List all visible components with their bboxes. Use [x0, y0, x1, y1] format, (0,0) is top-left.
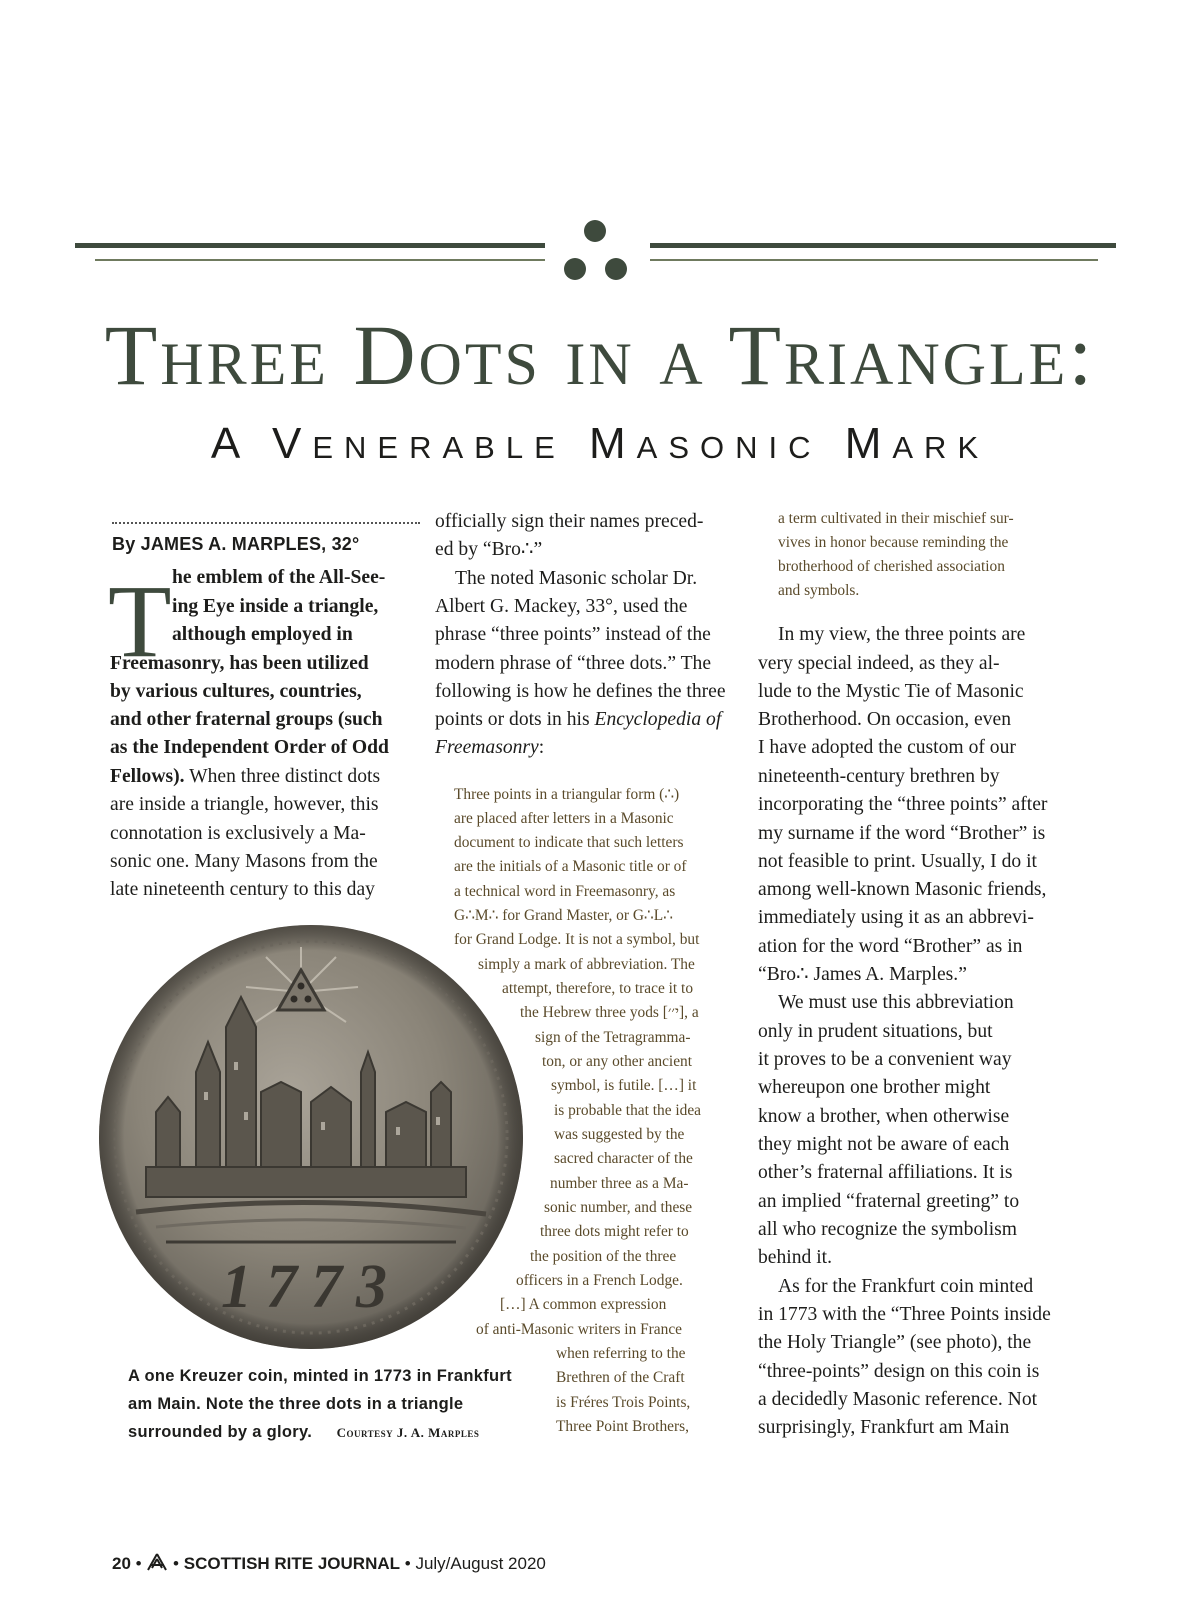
col2-line: officially sign their names preced-: [435, 511, 704, 532]
quote-line: […] A common expression: [500, 1296, 667, 1313]
quote-line: the position of the three: [530, 1248, 677, 1265]
quote-line: a technical word in Freemasonry, as: [454, 883, 676, 900]
photo-credit: Courtesy J. A. Marples: [336, 1425, 480, 1440]
col1-line: connotation is exclusively a Ma-: [110, 823, 366, 844]
col3-line: not feasible to print. Usually, I do it: [758, 851, 1037, 872]
col3-line: As for the Frankfurt coin minted: [778, 1276, 1034, 1297]
drop-cap: T: [108, 564, 172, 679]
col3-line: “Bro∴ James A. Marples.”: [758, 964, 967, 985]
col3-line: my surname if the word “Brother” is: [758, 823, 1046, 844]
col3-line: they might not be aware of each: [758, 1134, 1010, 1155]
quote-line: G∴M∴ for Grand Master, or G∴L∴: [454, 907, 673, 924]
col1-line: ing Eye inside a triangle,: [172, 596, 379, 617]
page-footer: 20 • • SCOTTISH RITE JOURNAL • July/August 2020: [112, 1554, 546, 1573]
caption-line: am Main. Note the three dots in a triangle: [128, 1395, 464, 1413]
issue-date: July/August 2020: [415, 1554, 546, 1573]
byline-divider: [112, 522, 420, 524]
col3-line: surprisingly, Frankfurt am Main: [758, 1417, 1010, 1438]
page-number: 20: [112, 1554, 131, 1573]
quote-line: vives in honor because reminding the: [778, 534, 1009, 551]
col3-line: Brotherhood. On occasion, even: [758, 709, 1012, 730]
quote-line: sacred character of the: [554, 1150, 693, 1167]
col3-line: only in prudent situations, but: [758, 1021, 993, 1042]
quote-line: ton, or any other ancient: [542, 1053, 693, 1070]
col1-line: he emblem of the All-See-: [172, 567, 386, 588]
col2-line: points or dots in his Encyclopedia of: [435, 709, 722, 730]
col1-line: by various cultures, countries,: [110, 681, 362, 702]
ornament-dot-right: [605, 258, 627, 280]
quote-line: and symbols.: [778, 582, 860, 599]
quote-line: brotherhood of cherished association: [778, 558, 1005, 575]
ornament-rule-right: [650, 243, 1116, 248]
col1-line: are inside a triangle, however, this: [110, 794, 379, 815]
quote-line: are the initials of a Masonic title or of: [454, 858, 687, 875]
col3-line: all who recognize the symbolism: [758, 1219, 1018, 1240]
col3-line: immediately using it as an abbrevi-: [758, 907, 1034, 928]
col3-line: among well-known Masonic friends,: [758, 879, 1047, 900]
ornament-rule-left-thin: [95, 259, 545, 261]
col2-line: modern phrase of “three dots.” The: [435, 653, 712, 674]
quote-line: officers in a French Lodge.: [516, 1272, 683, 1289]
caption-line: A one Kreuzer coin, minted in 1773 in Frankfurt: [128, 1367, 512, 1385]
col3-line: other’s fraternal affiliations. It is: [758, 1162, 1013, 1183]
col3-line: I have adopted the custom of our: [758, 737, 1016, 758]
article-subtitle: A Venerable Masonic Mark: [210, 419, 990, 468]
col3-line: incorporating the “three points” after: [758, 794, 1048, 815]
col3-line: an implied “fraternal greeting” to: [758, 1191, 1020, 1212]
byline: By JAMES A. MARPLES, 32°: [112, 534, 360, 554]
quote-line: are placed after letters in a Masonic: [454, 810, 674, 827]
col1-line: Freemasonry, has been utilized: [110, 653, 369, 674]
quote-line: for Grand Lodge. It is not a symbol, but: [454, 931, 700, 948]
col1-line: sonic one. Many Masons from the: [110, 851, 378, 872]
col1-line: Fellows). When three distinct dots: [110, 766, 381, 787]
col2-line: Freemasonry:: [435, 737, 545, 758]
col1-line: and other fraternal groups (such: [110, 709, 383, 730]
col3-line: In my view, the three points are: [778, 624, 1026, 645]
col2-line: Albert G. Mackey, 33°, used the: [435, 596, 688, 617]
col2-line: phrase “three points” instead of the: [435, 624, 711, 645]
quote-line: three dots might refer to: [540, 1223, 689, 1240]
col3-line: lude to the Mystic Tie of Masonic: [758, 681, 1024, 702]
quote-line: Three points in a triangular form (∴): [454, 786, 680, 803]
kreuzer-coin-image: [96, 922, 526, 1352]
quote-line: a term cultivated in their mischief sur-: [778, 510, 1014, 527]
quote-line: attempt, therefore, to trace it to: [502, 980, 694, 997]
quote-line: the Hebrew three yods [י׳׳], a: [520, 1004, 699, 1021]
quote-line: of anti-Masonic writers in France: [476, 1321, 683, 1338]
caption-line: surrounded by a glory. Courtesy J. A. Marples: [128, 1423, 480, 1441]
quote-line: document to indicate that such letters: [454, 834, 684, 851]
col1-line: late nineteenth century to this day: [110, 879, 375, 900]
ornament-dot-left: [564, 258, 586, 280]
col3-line: We must use this abbreviation: [778, 992, 1014, 1013]
col1-line: although employed in: [172, 624, 353, 645]
col3-line: a decidedly Masonic reference. Not: [758, 1389, 1038, 1410]
quote-line: when referring to the: [556, 1345, 686, 1362]
coin-year: 1773: [221, 1253, 401, 1321]
col2-line: The noted Masonic scholar Dr.: [455, 568, 698, 589]
article-title: Three Dots in a Triangle:: [104, 307, 1096, 403]
quote-line: sign of the Tetragramma-: [535, 1029, 691, 1046]
quote-line: sonic number, and these: [544, 1199, 693, 1216]
quote-line: Three Point Brothers,: [556, 1418, 689, 1435]
col3-line: know a brother, when otherwise: [758, 1106, 1010, 1127]
double-headed-eagle-icon: [146, 1553, 168, 1571]
col3-line: very special indeed, as they al-: [758, 653, 1000, 674]
quote-line: simply a mark of abbreviation. The: [478, 956, 695, 973]
col3-line: whereupon one brother might: [758, 1077, 991, 1098]
quote-line: is probable that the idea: [554, 1102, 702, 1119]
col2-line: following is how he defines the three: [435, 681, 726, 702]
col3-line: behind it.: [758, 1247, 833, 1268]
col3-line: it proves to be a convenient way: [758, 1049, 1012, 1070]
ornament-rule-right-thin: [650, 259, 1098, 261]
col1-line: as the Independent Order of Odd: [110, 737, 389, 758]
col3-line: in 1773 with the “Three Points inside: [758, 1304, 1051, 1325]
ornament-rule-left: [75, 243, 545, 248]
col3-line: the Holy Triangle” (see photo), the: [758, 1332, 1032, 1353]
quote-line: symbol, is futile. […] it: [551, 1077, 697, 1094]
col3-line: nineteenth-century brethren by: [758, 766, 1000, 787]
ornament-dot-top: [584, 220, 606, 242]
col2-line: ed by “Bro∴”: [435, 539, 543, 560]
quote-line: Brethren of the Craft: [556, 1369, 685, 1386]
quote-line: was suggested by the: [554, 1126, 685, 1143]
quote-line: is Fréres Trois Points,: [556, 1394, 691, 1411]
col3-line: “three-points” design on this coin is: [758, 1361, 1040, 1382]
col3-line: ation for the word “Brother” as in: [758, 936, 1023, 957]
journal-name: SCOTTISH RITE JOURNAL: [183, 1554, 401, 1573]
quote-line: number three as a Ma-: [550, 1175, 689, 1192]
